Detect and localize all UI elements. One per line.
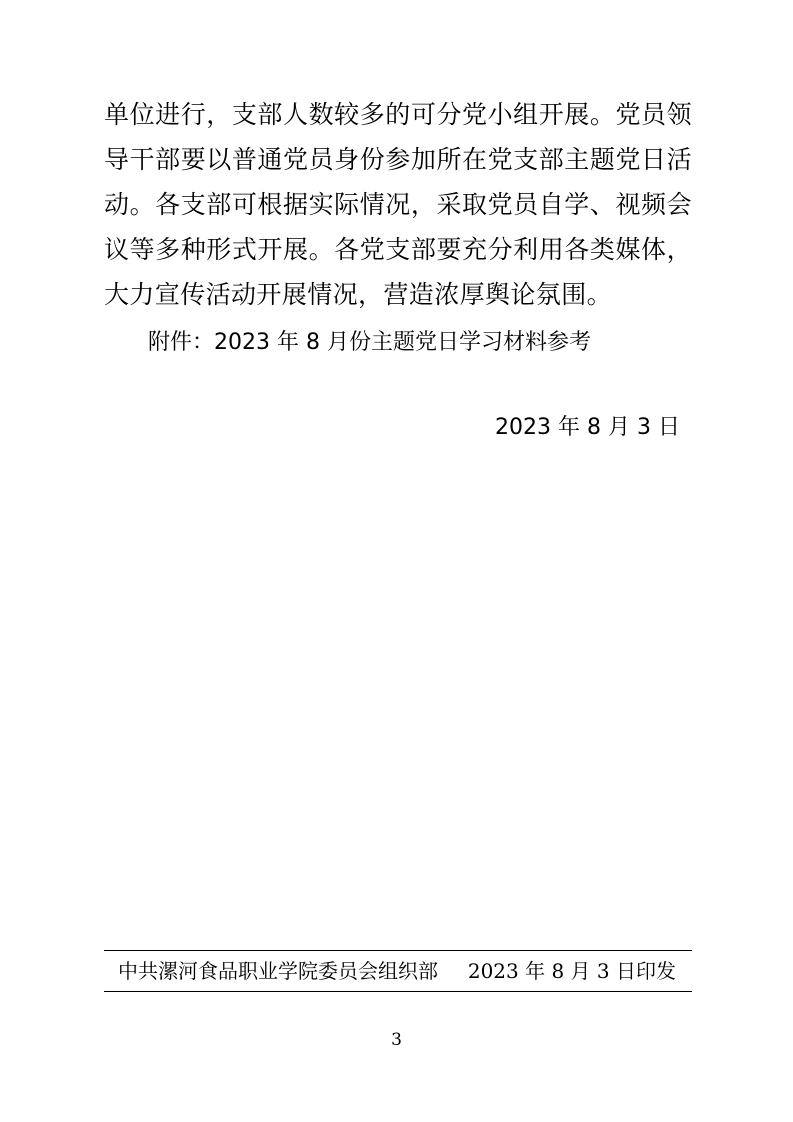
footer-issuer: 中共漯河食品职业学院委员会组织部 (118, 959, 438, 983)
body-text-block (104, 92, 692, 317)
page-footer (104, 950, 692, 992)
signature-date: 2023 年 8 月 3 日 (495, 415, 680, 440)
footer-row (104, 951, 692, 991)
page-number: 3 (391, 1030, 402, 1050)
footer-bottom-rule (104, 991, 692, 992)
body-paragraph: 单位进行，支部人数较多的可分党小组开展。党员领导干部要以普通党员身份参加所在党支部主题党日活动。各支部可根据实际情况，采取党员自学、视频会议等多种形式开展。各党支部要充分利用各类媒体，大力宣传活动开展情况，营造浓厚舆论氛围。 (104, 100, 692, 309)
attachment-line: 附件：2023 年 8 月份主题党日学习材料参考 (148, 330, 591, 355)
footer-issue-date: 2023 年 8 月 3 日印发 (467, 959, 676, 983)
